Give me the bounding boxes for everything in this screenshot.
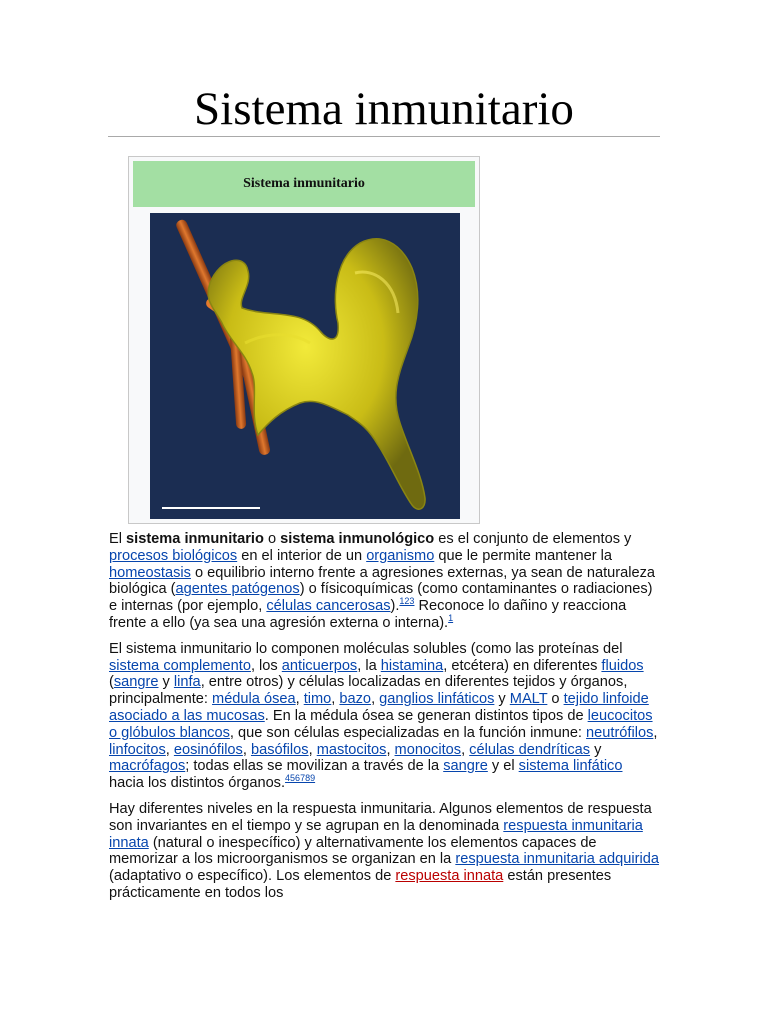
link-celulas-dendriticas[interactable]: células dendríticas	[469, 741, 591, 758]
infobox-header: Sistema inmunitario	[133, 161, 475, 207]
link-basofilos[interactable]: basófilos	[250, 741, 309, 758]
link-fluidos[interactable]: fluidos	[601, 657, 644, 674]
paragraph-3: Hay diferentes niveles en la respuesta inmunitaria. Algunos elementos de respuesta son invariantes en el tiempo y se agrupan en la denominada respuesta inmunitaria innata (natural o inespecífico) y alternativamente los elementos capaces de memorizar a los microorganismos se organizan en la respuesta inmunitaria adquirida (adaptativo o específico). Los elementos de respuesta innata están presentes prácticamente en todos los	[109, 800, 659, 901]
title-divider	[108, 136, 660, 137]
paragraph-1: El sistema inmunitario o sistema inmunológico es el conjunto de elementos y procesos biológicos en el interior de un organismo que le permite mantener la homeostasis o equilibrio interno frente a agresiones externas, ya sean de naturaleza biológica (agentes patógenos) o físicoquímicas (como contaminantes o radiaciones) e internas (por ejemplo, células cancerosas).$^{123}$ Reconoce lo dañino y reacciona frente a ello (ya sea una agresión externa o interna).$^1$	[109, 531, 655, 631]
link-histamina[interactable]: histamina	[380, 657, 444, 674]
link-sistema-complemento[interactable]: sistema complemento	[109, 657, 251, 674]
link-neutrofilos[interactable]: neutrófilos	[586, 724, 654, 741]
link-procesos-biologicos[interactable]: procesos biológicos	[109, 547, 238, 564]
link-agentes-patogenos[interactable]: agentes patógenos	[175, 581, 300, 598]
citation-link[interactable]: 456789	[285, 773, 316, 784]
citation-link[interactable]: 1	[448, 613, 454, 624]
link-homeostasis[interactable]: homeostasis	[109, 564, 191, 581]
bold-term: sistema inmunológico	[280, 531, 435, 547]
link-mastocitos[interactable]: mastocitos	[316, 741, 387, 758]
article-body	[109, 531, 659, 911]
link-organismo[interactable]: organismo	[366, 547, 435, 564]
link-macrofagos[interactable]: macrófagos	[109, 758, 186, 775]
link-medula-osea[interactable]: médula ósea	[212, 691, 296, 708]
link-celulas-cancerosas[interactable]: células cancerosas	[266, 598, 391, 615]
link-sistema-linfatico[interactable]: sistema linfático	[518, 758, 623, 775]
micrograph-illustration	[150, 213, 460, 519]
infobox	[128, 156, 480, 524]
link-sangre[interactable]: sangre	[113, 674, 159, 691]
link-malt[interactable]: MALT	[509, 691, 548, 708]
bold-term: sistema inmunitario	[126, 531, 264, 547]
link-bazo[interactable]: bazo	[339, 691, 372, 708]
link-eosinofilos[interactable]: eosinófilos	[173, 741, 243, 758]
link-anticuerpos[interactable]: anticuerpos	[281, 657, 358, 674]
link-monocitos[interactable]: monocitos	[394, 741, 462, 758]
link-linfa[interactable]: linfa	[173, 674, 201, 691]
citation-link[interactable]: 123	[399, 596, 415, 607]
scale-bar	[162, 507, 260, 509]
redlink-respuesta-innata[interactable]: respuesta innata	[395, 868, 504, 885]
link-leucocitos[interactable]: leucocitos o glóbulos blancos	[109, 707, 653, 741]
link-respuesta-inmunitaria-adquirida[interactable]: respuesta inmunitaria adquirida	[455, 851, 659, 868]
link-respuesta-inmunitaria-innata[interactable]: respuesta inmunitaria innata	[109, 817, 643, 851]
micrograph-image	[150, 213, 460, 519]
page-title: Sistema inmunitario	[194, 83, 574, 135]
link-linfocitos[interactable]: linfocitos	[109, 741, 166, 758]
link-ganglios-linfaticos[interactable]: ganglios linfáticos	[379, 691, 495, 708]
link-timo[interactable]: timo	[303, 691, 332, 708]
link-sangre-2[interactable]: sangre	[443, 758, 488, 775]
paragraph-2: El sistema inmunitario lo componen moléculas solubles (como las proteínas del sistema complemento, los anticuerpos, la histamina, etcétera) en diferentes fluidos (sangre y linfa, entre otros) y células localizadas en diferentes tejidos y órganos, principalmente: médula ósea, timo, bazo, ganglios linfáticos y MALT o tejido linfoide asociado a las mucosas. En la médula ósea se generan distintos tipos de leucocitos o glóbulos blancos, que son células especializadas en la función inmune: neutrófilos, linfocitos, eosinófilos, basófilos, mastocitos, monocitos, células dendríticas y macrófagos; todas ellas se movilizan a través de la sangre y el sistema linfático hacia los distintos órganos.$^{456789}$	[109, 640, 658, 792]
link-tejido-linfoide[interactable]: tejido linfoide asociado a las mucosas	[109, 691, 649, 724]
